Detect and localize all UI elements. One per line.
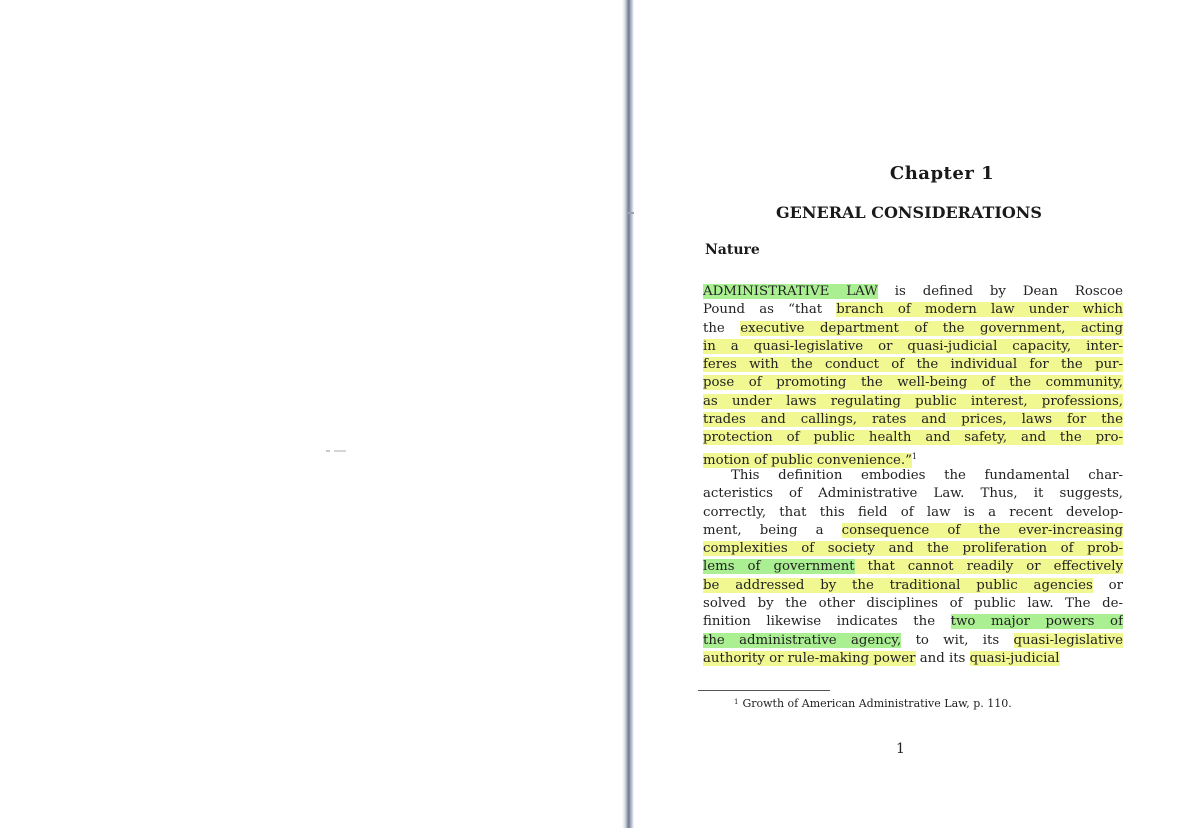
highlighted-text: branch of modern law under which xyxy=(836,302,1123,318)
footnote-text: Growth of American Administrative Law, p. 110. xyxy=(742,697,1012,710)
text-line xyxy=(703,595,1123,613)
text-line xyxy=(703,429,1123,447)
chapter-title: Chapter 1 xyxy=(889,163,995,184)
page-number: 1 xyxy=(896,741,905,757)
highlighted-text: be addressed by the traditional public agencies xyxy=(703,577,1093,593)
text-line xyxy=(703,320,1123,338)
section-subheading: Nature xyxy=(705,242,760,258)
text-run: is defined by Dean Roscoe xyxy=(877,284,1123,299)
text-line xyxy=(703,558,1123,576)
highlighted-text: as under laws regulating public interest, professions, xyxy=(703,393,1123,409)
highlighted-text: executive department of the government, acting xyxy=(740,320,1123,336)
text-line xyxy=(703,522,1123,540)
highlighted-text: protection of public health and safety, and the pro- xyxy=(703,430,1123,446)
text-line xyxy=(703,393,1123,411)
text-line xyxy=(703,485,1123,503)
text-run: ment, being a xyxy=(703,522,842,538)
text-line xyxy=(703,301,1123,319)
highlighted-text: authority or rule-making power xyxy=(703,650,916,666)
text-line xyxy=(703,411,1123,429)
text-line xyxy=(703,504,1123,522)
footnote xyxy=(734,697,1012,710)
text-line xyxy=(703,374,1123,392)
highlighted-text: that cannot readily or effectively xyxy=(854,559,1123,575)
chapter-heading: GENERAL CONSIDERATIONS xyxy=(776,203,1042,222)
text-line xyxy=(703,283,1123,301)
text-run: or xyxy=(1092,577,1123,593)
footnote-marker: 1 xyxy=(734,698,739,706)
highlighted-text: the administrative agency, xyxy=(703,632,902,648)
text-run: Pound as “that xyxy=(703,302,837,318)
highlighted-text: quasi-legislative xyxy=(1013,632,1123,648)
highlighted-text: ADMINISTRATIVE LAW xyxy=(703,284,878,299)
text-run: and its xyxy=(915,650,970,666)
text-line xyxy=(703,540,1123,558)
highlighted-text: in a quasi-legislative or quasi-judicial capacity, inter- xyxy=(703,338,1123,354)
highlighted-text: consequence of the ever-increasing xyxy=(841,522,1123,538)
text-line xyxy=(703,577,1123,595)
text-run: finition likewise indicates the xyxy=(703,614,951,630)
highlighted-text: motion of public convenience.” xyxy=(703,452,912,468)
highlighted-text: complexities of society and the proliferation of prob- xyxy=(703,541,1123,557)
highlighted-text: pose of promoting the well-being of the community, xyxy=(703,375,1123,391)
scan-speck xyxy=(326,450,346,452)
text-run: solved by the other disciplines of public law. The de- xyxy=(703,596,1123,612)
text-run: the xyxy=(703,320,741,336)
text-line xyxy=(703,632,1123,650)
text-line xyxy=(703,613,1123,631)
text-run: correctly, that this field of law is a recent develop- xyxy=(703,504,1123,520)
text-line xyxy=(703,356,1123,374)
text-run: This definition embodies the fundamental char- xyxy=(731,468,1123,483)
text-line xyxy=(703,650,1123,668)
paragraph-characteristics xyxy=(703,467,1123,668)
text-line xyxy=(703,467,1123,485)
paragraph-definition xyxy=(703,283,1123,470)
footnote-divider xyxy=(698,690,830,691)
highlighted-text: trades and callings, rates and prices, laws for the xyxy=(703,412,1123,428)
highlighted-text: lems of government xyxy=(703,559,855,575)
book-gutter xyxy=(622,0,634,828)
highlighted-text: feres with the conduct of the individual for the pur- xyxy=(703,357,1123,373)
highlighted-text: two major powers of xyxy=(950,614,1123,630)
highlighted-text: quasi-judicial xyxy=(969,650,1060,666)
footnote-reference: 1 xyxy=(911,451,918,461)
text-run: acteristics of Administrative Law. Thus, it suggests, xyxy=(703,486,1123,502)
text-run: to wit, its xyxy=(901,632,1014,648)
text-line xyxy=(703,338,1123,356)
